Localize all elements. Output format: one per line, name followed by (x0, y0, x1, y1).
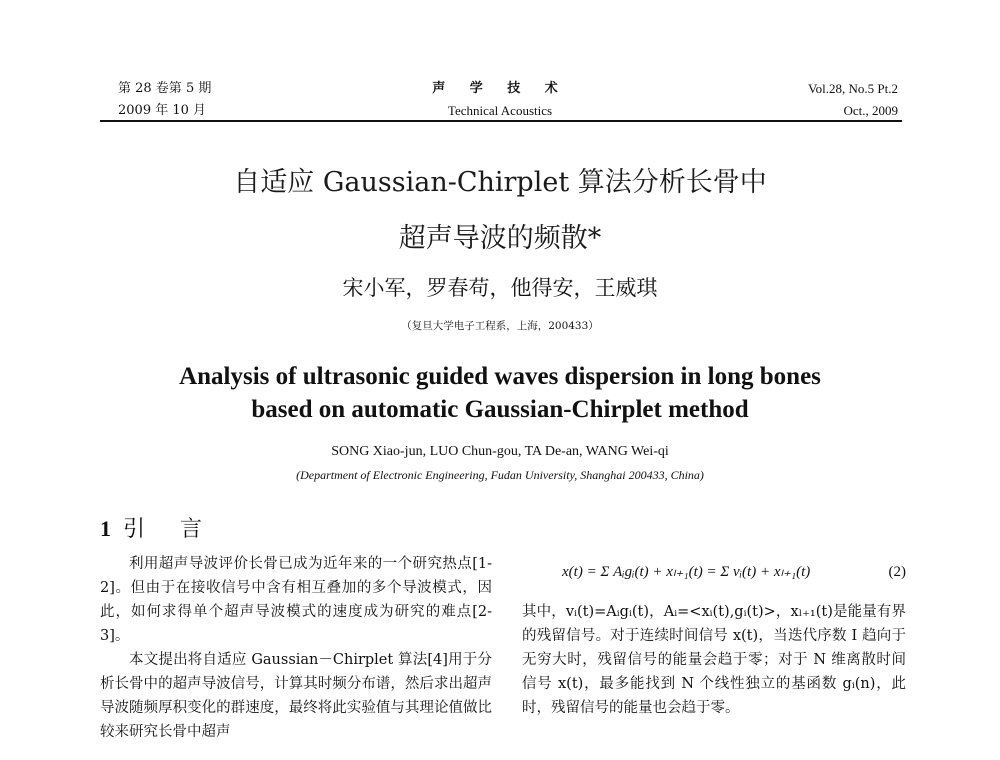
date-en: Oct., 2009 (843, 103, 898, 118)
title-en-line1: Analysis of ultrasonic guided waves dispersion in long bones (179, 363, 821, 390)
equation: x(t) = Σ Aᵢgᵢ(t) + xₗ₊₁(t) = Σ vᵢ(t) + xₗ₊₁(t) (562, 564, 811, 580)
paragraph-1: 利用超声导波评价长骨已成为近年来的一个研究热点[1-2]。但由于在接收信号中含有相互叠加的多个导波模式，因此，如何求得单个超声导波模式的速度成为研究的难点[2-3]。 (100, 556, 492, 644)
date-cn: 2009 年 10 月 (118, 103, 207, 118)
section-number: 1 (100, 516, 111, 541)
right-paragraph: 其中，vᵢ(t)=Aᵢgᵢ(t)，Aᵢ=<xᵢ(t),gᵢ(t)>，xₗ₊₁(t)是能量有界的残留信号。对于连续时间信号 x(t)，当迭代序数 I 趋向于无穷大时，残留信号的能量会趋于零；对于 N 维离散时间信号 x(t)，最多能找到 N 个线性独立的基函数 gᵢ(n)，此时，残留信号的能量也会趋于零。 (522, 604, 906, 716)
section-title: 引 言 (123, 517, 216, 542)
affiliation-en: (Department of Electronic Engineering, Fudan University, Shanghai 200433, China) (296, 468, 704, 482)
section-heading (100, 512, 216, 543)
authors-cn: 宋小军，罗春苟，他得安，王威琪 (342, 276, 658, 300)
journal-name-cn: 声 学 技 术 (432, 81, 568, 96)
left-column (100, 552, 492, 744)
title-cn-line1: 自适应 Gaussian-Chirplet 算法分析长骨中 (233, 167, 767, 198)
header-rule (100, 120, 902, 122)
volume-en: Vol.28, No.5 Pt.2 (807, 81, 898, 96)
right-column (522, 552, 906, 720)
title-cn-line2: 超声导波的频散* (398, 223, 602, 254)
affiliation-cn: （复旦大学电子工程系，上海，200433） (401, 320, 599, 332)
title-en-line2: based on automatic Gaussian-Chirplet method (251, 396, 749, 423)
header-right (808, 78, 898, 122)
paragraph-2: 本文提出将自适应 Gaussian－Chirplet 算法[4]用于分析长骨中的超声导波信号，计算其时频分布谱，然后求出超声导波随频厚积变化的群速度，最终将此实验值与其理论值做比较来研究长骨中超声 (100, 652, 492, 740)
volume-cn: 第 28 卷第 5 期 (118, 81, 212, 96)
equation-number: (2) (888, 564, 906, 580)
journal-name-en: Technical Acoustics (447, 103, 553, 118)
equation-row (522, 552, 906, 600)
authors-en: SONG Xiao-jun, LUO Chun-gou, TA De-an, WANG Wei-qi (331, 444, 669, 459)
